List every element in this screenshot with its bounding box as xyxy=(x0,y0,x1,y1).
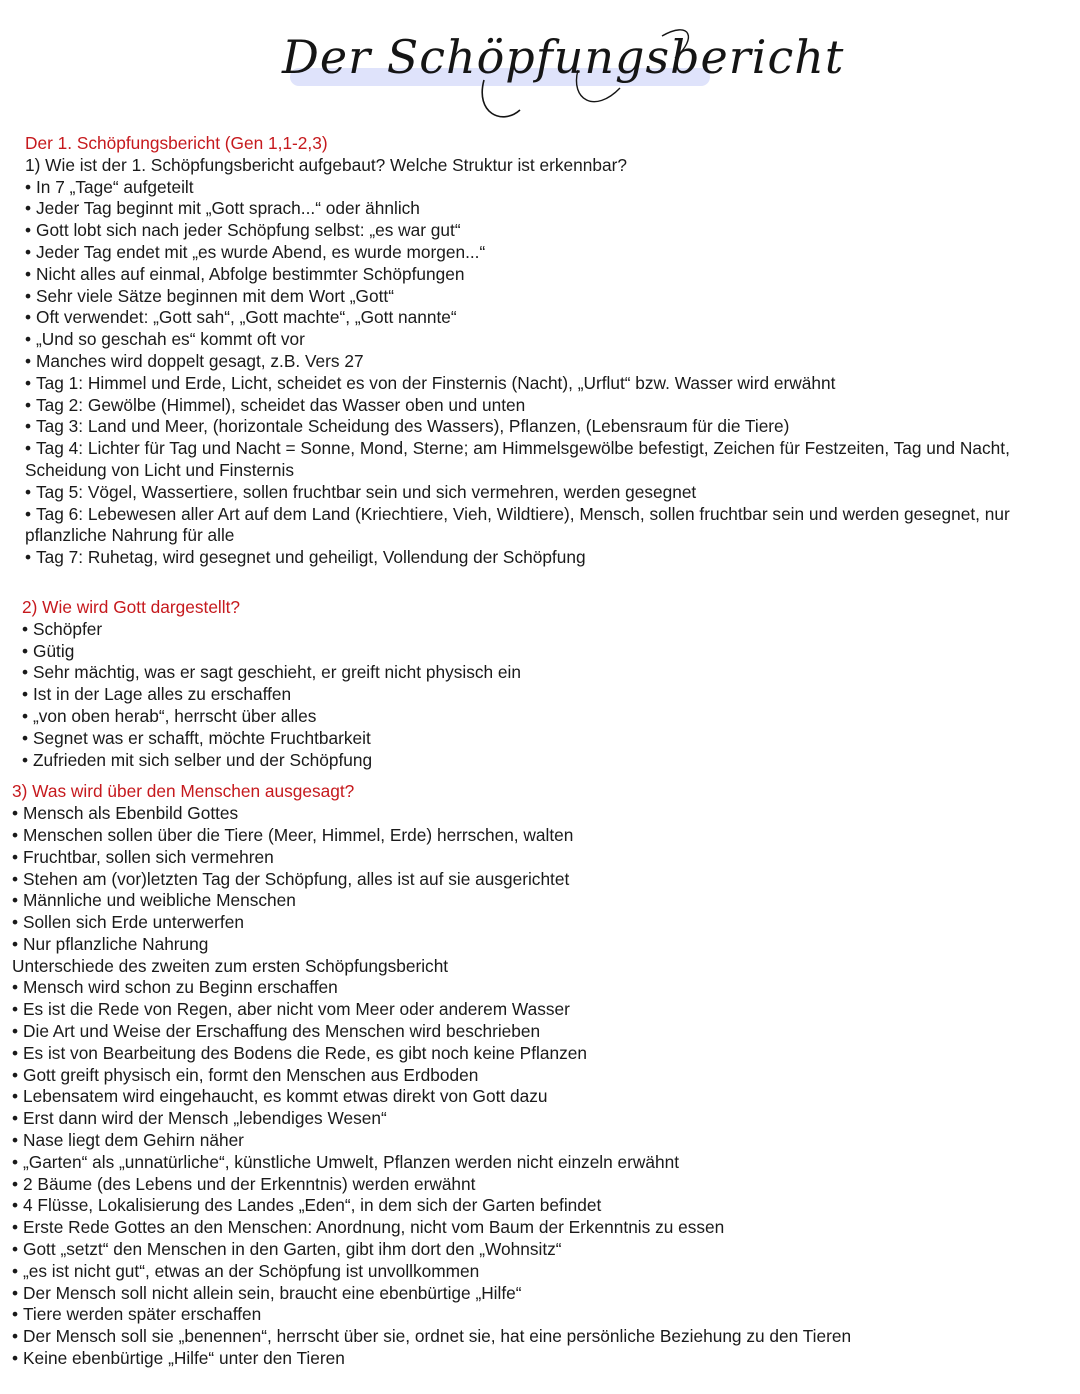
list-item: • Zufrieden mit sich selber und der Schöpfung xyxy=(22,749,373,770)
list-item: • Sehr viele Sätze beginnen mit dem Wort „Gott“ xyxy=(25,285,394,306)
section-first-creation-account xyxy=(0,133,1080,569)
list-item: • Sollen sich Erde unterwerfen xyxy=(12,912,244,933)
section4-heading: Unterschiede des zweiten zum ersten Schöpfungsbericht xyxy=(12,955,449,976)
list-item: • „von oben herab“, herrscht über alles xyxy=(22,705,317,726)
list-item: • Gott lobt sich nach jeder Schöpfung selbst: „es war gut“ xyxy=(25,220,461,241)
list-item: • Die Art und Weise der Erschaffung des Menschen wird beschrieben xyxy=(12,1021,541,1042)
page-title: Der Schöpfungsbericht xyxy=(282,30,845,84)
list-item: • Segnet was er schafft, möchte Fruchtbarkeit xyxy=(22,727,371,748)
section-differences-second-account xyxy=(0,956,1080,1370)
list-item: • In 7 „Tage“ aufgeteilt xyxy=(25,176,194,197)
list-item: • Erste Rede Gottes an den Menschen: Anordnung, nicht vom Baum der Erkenntnis zu essen xyxy=(12,1217,725,1238)
list-item: • Gott „setzt“ den Menschen in den Garten, gibt ihm dort den „Wohnsitz“ xyxy=(12,1239,562,1260)
list-item: • Tiere werden später erschaffen xyxy=(12,1304,262,1325)
list-item: • Manches wird doppelt gesagt, z.B. Vers 27 xyxy=(25,350,364,371)
section1-question: 1) Wie ist der 1. Schöpfungsbericht aufgebaut? Welche Struktur ist erkennbar? xyxy=(25,154,627,175)
section2-heading: 2) Wie wird Gott dargestellt? xyxy=(22,596,241,617)
section-depiction-of-god xyxy=(0,597,1080,771)
list-item: • Lebensatem wird eingehaucht, es kommt etwas direkt von Gott dazu xyxy=(12,1086,548,1107)
section4-list xyxy=(12,977,1080,1369)
list-item: • Keine ebenbürtige „Hilfe“ unter den Tieren xyxy=(12,1348,345,1369)
list-item: • Es ist von Bearbeitung des Bodens die Rede, es gibt noch keine Pflanzen xyxy=(12,1042,587,1063)
section1-list xyxy=(25,177,1080,569)
list-item: • Jeder Tag endet mit „es wurde Abend, es wurde morgen...“ xyxy=(25,241,486,262)
list-item: • Tag 7: Ruhetag, wird gesegnet und geheiligt, Vollendung der Schöpfung xyxy=(25,547,586,568)
section3-list xyxy=(12,803,1080,956)
list-item: • Oft verwendet: „Gott sah“, „Gott machte“, „Gott nannte“ xyxy=(25,307,457,328)
list-item: • Sehr mächtig, was er sagt geschieht, er greift nicht physisch ein xyxy=(22,662,521,683)
list-item: • „es ist nicht gut“, etwas an der Schöpfung ist unvollkommen xyxy=(12,1260,480,1281)
list-item: • Gott greift physisch ein, formt den Menschen aus Erdboden xyxy=(12,1064,479,1085)
list-item: • Nase liegt dem Gehirn näher xyxy=(12,1130,244,1151)
list-item: • Nur pflanzliche Nahrung xyxy=(12,933,209,954)
section-statements-about-humans xyxy=(0,781,1080,955)
list-item: • Tag 5: Vögel, Wassertiere, sollen fruchtbar sein und sich vermehren, werden gesegnet xyxy=(25,481,697,502)
list-item: • Der Mensch soll sie „benennen“, herrscht über sie, ordnet sie, hat eine persönliche Beziehung zu den Tieren xyxy=(12,1326,852,1347)
title-block xyxy=(270,18,845,118)
list-item: • Männliche und weibliche Menschen xyxy=(12,890,296,911)
list-item: • Tag 2: Gewölbe (Himmel), scheidet das Wasser oben und unten xyxy=(25,394,526,415)
list-item: • Gütig xyxy=(22,640,75,661)
list-item: • 2 Bäume (des Lebens und der Erkenntnis) werden erwähnt xyxy=(12,1173,476,1194)
list-item: • „Garten“ als „unnatürliche“, künstliche Umwelt, Pflanzen werden nicht einzeln erwähnt xyxy=(12,1151,680,1172)
list-item: • Fruchtbar, sollen sich vermehren xyxy=(12,846,274,867)
section1-heading: Der 1. Schöpfungsbericht (Gen 1,1-2,3) xyxy=(25,133,328,153)
list-item: • Der Mensch soll nicht allein sein, braucht eine ebenbürtige „Hilfe“ xyxy=(12,1282,522,1303)
list-item: • Nicht alles auf einmal, Abfolge bestimmter Schöpfungen xyxy=(25,263,465,284)
list-item: • Tag 1: Himmel und Erde, Licht, scheidet es von der Finsternis (Nacht), „Urflut“ bzw. Wasser wird erwähnt xyxy=(25,372,836,393)
list-item: • Tag 6: Lebewesen aller Art auf dem Land (Kriechtiere, Vieh, Wildtiere), Mensch, sollen fruchtbar sein und werden gesegnet, nur pflanzliche Nahrung für alle xyxy=(25,503,1010,546)
list-item: • Mensch als Ebenbild Gottes xyxy=(12,803,239,824)
list-item: • Es ist die Rede von Regen, aber nicht vom Meer oder anderem Wasser xyxy=(12,999,570,1020)
list-item: • Mensch wird schon zu Beginn erschaffen xyxy=(12,977,338,998)
list-item: • Menschen sollen über die Tiere (Meer, Himmel, Erde) herrschen, walten xyxy=(12,824,574,845)
list-item: • Erst dann wird der Mensch „lebendiges Wesen“ xyxy=(12,1108,387,1129)
list-item: • Tag 3: Land und Meer, (horizontale Scheidung des Wassers), Pflanzen, (Lebensraum für die Tiere) xyxy=(25,416,790,437)
document-body xyxy=(0,133,1080,1370)
list-item: • Stehen am (vor)letzten Tag der Schöpfung, alles ist auf sie ausgerichtet xyxy=(12,868,570,889)
list-item: • Ist in der Lage alles zu erschaffen xyxy=(22,684,292,705)
list-item: • Tag 4: Lichter für Tag und Nacht = Sonne, Mond, Sterne; am Himmelsgewölbe befestigt, Zeichen für Festzeiten, Tag und Nacht, Scheidung von Licht und Finsternis xyxy=(25,438,1010,480)
list-item: • 4 Flüsse, Lokalisierung des Landes „Eden“, in dem sich der Garten befindet xyxy=(12,1195,602,1216)
list-item: • „Und so geschah es“ kommt oft vor xyxy=(25,329,305,350)
section2-list xyxy=(22,619,1080,772)
list-item: • Jeder Tag beginnt mit „Gott sprach...“ oder ähnlich xyxy=(25,198,420,219)
list-item: • Schöpfer xyxy=(22,618,103,639)
section3-heading: 3) Was wird über den Menschen ausgesagt? xyxy=(12,781,355,802)
